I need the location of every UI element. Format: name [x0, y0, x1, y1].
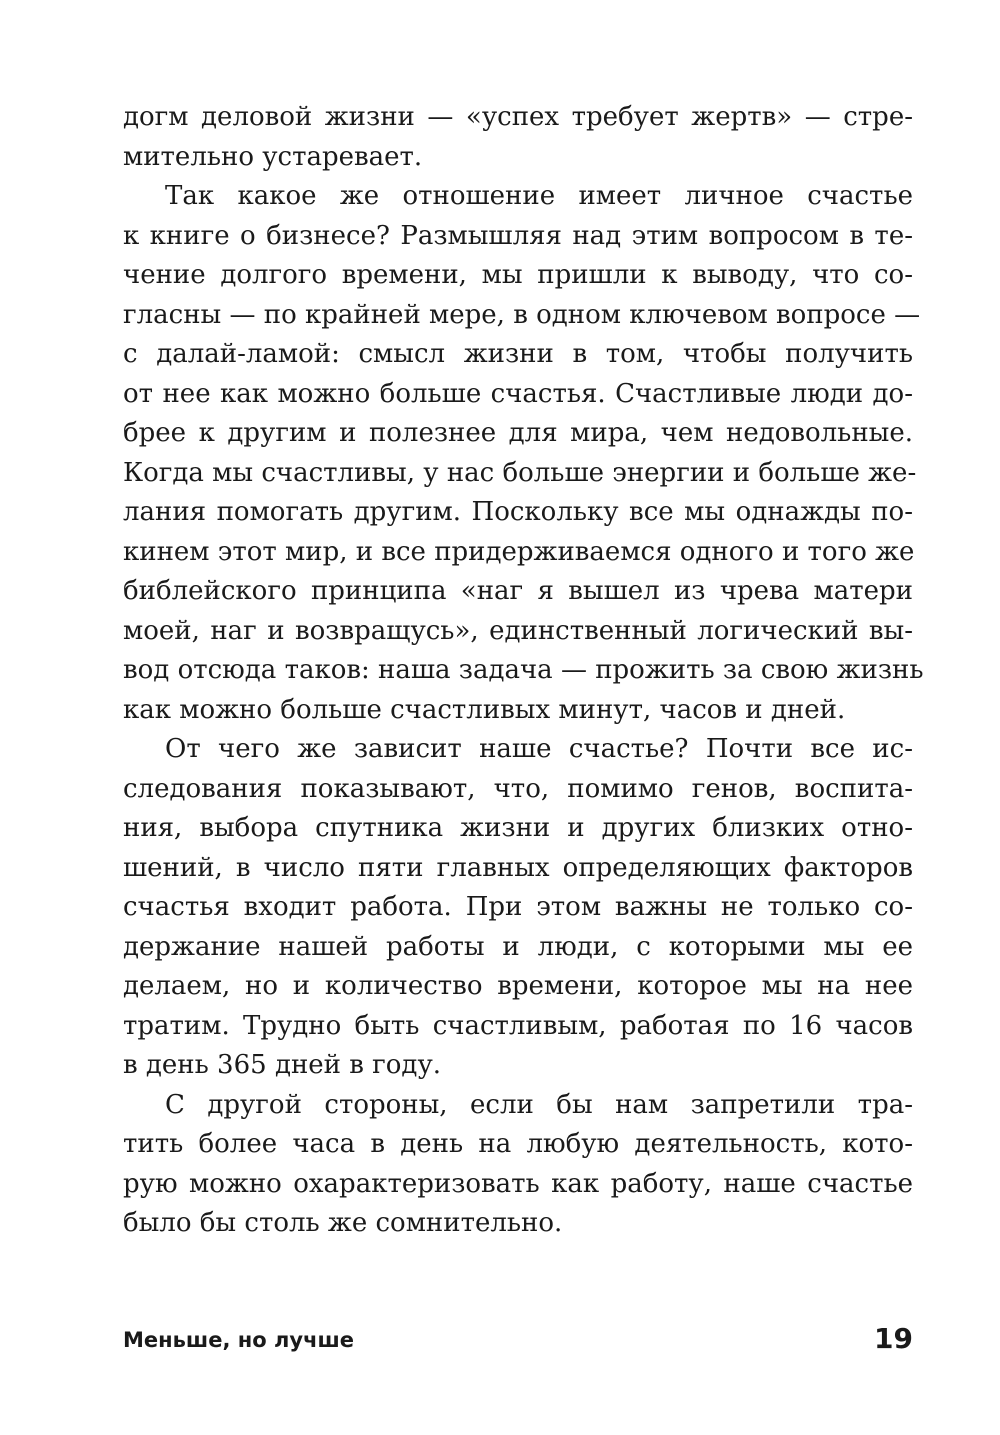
text-line: было бы столь же сомнительно.	[123, 1208, 563, 1238]
text-line: как можно больше счастливых минут, часов и дней.	[123, 694, 846, 725]
text-line: кинем этот мир, и все придерживаемся одного и того же	[123, 536, 915, 567]
text-line: шений, в число пяти главных определяющих факторов	[123, 852, 913, 883]
text-line: следования показывают, что, помимо генов, воспита-	[123, 773, 913, 804]
text-line: с далай-ламой: смысл жизни в том, чтобы получить	[123, 339, 913, 369]
text-line: в день 365 дней в году.	[123, 1050, 442, 1080]
text-line: библейского принципа «наг я вышел из чрева матери	[123, 576, 913, 606]
body-text	[123, 98, 924, 1244]
text-line: к книге о бизнесе? Размышляя над этим вопросом в те-	[123, 220, 913, 251]
text-line: счастья входит работа. При этом важны не только со-	[123, 892, 913, 922]
text-line: вод отсюда таков: наша задача — прожить за свою жизнь	[123, 655, 924, 685]
text-line: Когда мы счастливы, у нас больше энергии и больше же-	[123, 457, 917, 488]
text-line: тить более часа в день на любую деятельность, кото-	[123, 1129, 913, 1159]
text-line: лания помогать другим. Поскольку все мы однажды по-	[123, 497, 913, 527]
text-line: тратим. Трудно быть счастливым, работая по 16 часов	[123, 1010, 913, 1041]
page-number: 19	[874, 1322, 913, 1355]
text-line: делаем, но и количество времени, которое мы на нее	[123, 971, 913, 1001]
text-line: С другой стороны, если бы нам запретили тра-	[165, 1089, 913, 1120]
text-line: рую можно охарактеризовать как работу, наше счастье	[123, 1168, 913, 1199]
text-line: Так какое же отношение имеет личное счастье	[165, 181, 913, 211]
running-title: Меньше, но лучше	[123, 1328, 355, 1352]
page-footer	[123, 1322, 913, 1362]
text-line: ния, выбора спутника жизни и других близких отно-	[123, 813, 913, 843]
text-line: держание нашей работы и люди, с которыми мы ее	[123, 931, 913, 962]
text-line: догм деловой жизни — «успех требует жертв» — стре-	[123, 102, 913, 132]
text-line: чение долгого времени, мы пришли к выводу, что со-	[123, 260, 913, 290]
text-line: брее к другим и полезнее для мира, чем недовольные.	[123, 418, 913, 448]
text-line: мительно устаревает.	[123, 141, 423, 172]
text-line: От чего же зависит наше счастье? Почти все ис-	[165, 734, 913, 764]
text-line: от нее как можно больше счастья. Счастливые люди до-	[123, 378, 913, 409]
text-line: моей, наг и возвращусь», единственный логический вы-	[123, 615, 913, 646]
text-line: гласны — по крайней мере, в одном ключевом вопросе —	[123, 299, 921, 330]
